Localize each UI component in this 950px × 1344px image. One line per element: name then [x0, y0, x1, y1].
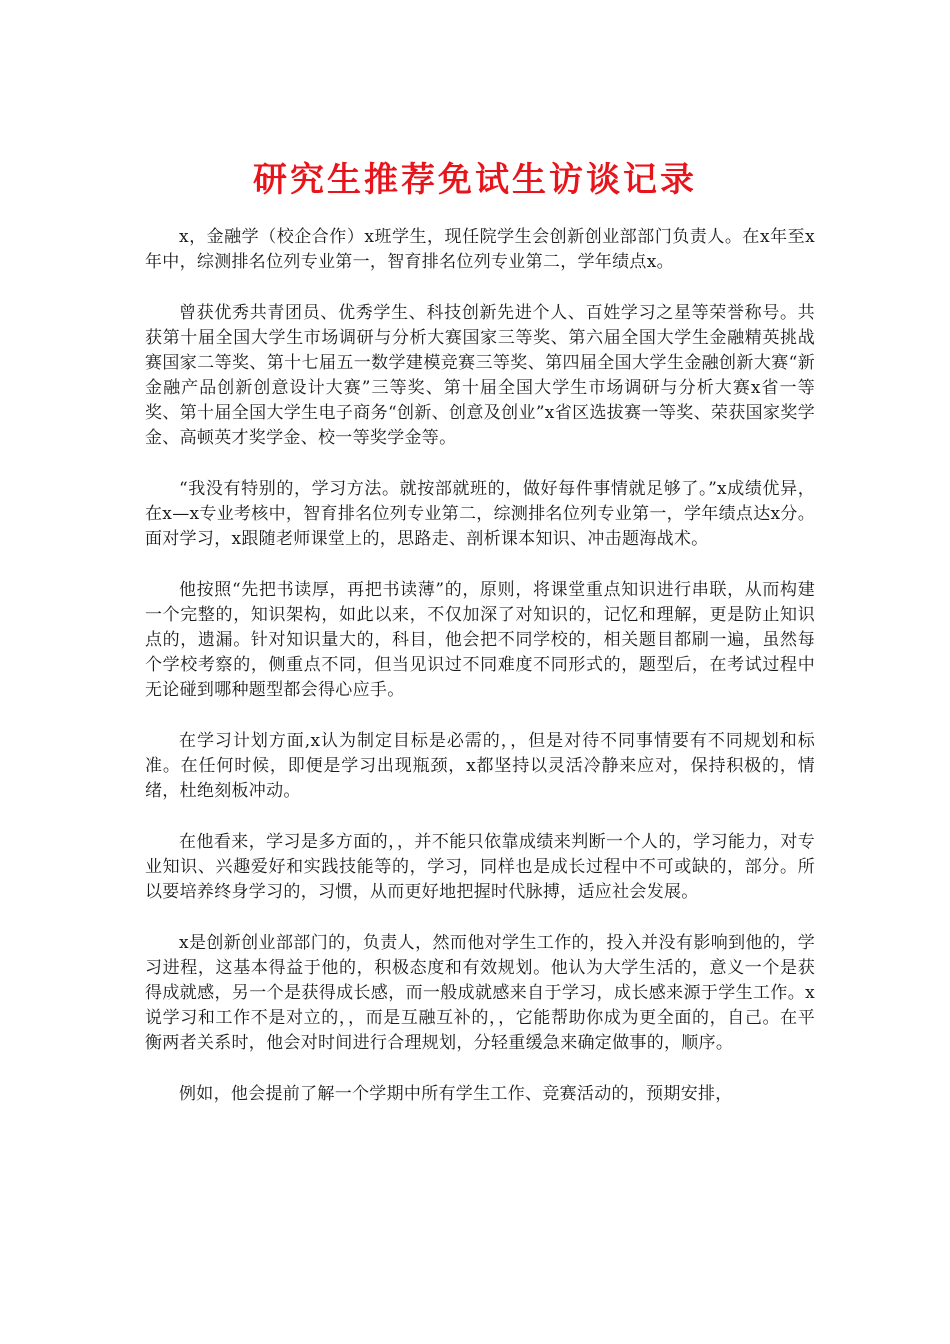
paragraph-7: x是创新创业部部门的，负责人，然而他对学生工作的，投入并没有影响到他的，学习进程，这基本得益于他的，积极态度和有效规划。他认为大学生活的，意义一个是获得成就感，另一个是获得成长感，而一般成就感来自于学习，成长感来源于学生工作。x说学习和工作不是对立的，，而是互融互补的，，它能帮助你成为更全面的，自己。在平衡两者关系时，他会对时间进行合理规划，分轻重缓急来确定做事的，顺序。	[145, 933, 815, 1053]
paragraph-8: 例如，他会提前了解一个学期中所有学生工作、竞赛活动的，预期安排，	[179, 1084, 733, 1104]
paragraph-3: “我没有特别的，学习方法。就按部就班的，做好每件事情就足够了。”x成绩优异，在x—x专业考核中，智育排名位列专业第二，综测排名位列专业第一，学年绩点达x分。面对学习，x跟随老师课堂上的，思路走、剖析课本知识、冲击题海战术。	[145, 479, 815, 549]
document-body	[145, 225, 815, 1133]
paragraph-5: 在学习计划方面,x认为制定目标是必需的，，但是对待不同事情要有不同规划和标准。在任何时候，即便是学习出现瓶颈，x都坚持以灵活冷静来应对，保持积极的，情绪，杜绝刻板冲动。	[145, 731, 815, 801]
paragraph-1: x，金融学（校企合作）x班学生，现任院学生会创新创业部部门负责人。在x年至x年中，综测排名位列专业第一，智育排名位列专业第二，学年绩点x。	[145, 227, 815, 272]
paragraph-2: 曾获优秀共青团员、优秀学生、科技创新先进个人、百姓学习之星等荣誉称号。共获第十届全国大学生市场调研与分析大赛国家三等奖、第六届全国大学生金融精英挑战赛国家二等奖、第十七届五一数学建模竞赛三等奖、第四届全国大学生金融创新大赛“新金融产品创新创意设计大赛”三等奖、第十届全国大学生市场调研与分析大赛x省一等奖、第十届全国大学生电子商务“创新、创意及创业”x省区选拔赛一等奖、荣获国家奖学金、高顿英才奖学金、校一等奖学金等。	[145, 303, 815, 448]
paragraph-6: 在他看来，学习是多方面的，，并不能只依靠成绩来判断一个人的，学习能力，对专业知识、兴趣爱好和实践技能等的，学习，同样也是成长过程中不可或缺的，部分。所以要培养终身学习的，习惯，从而更好地把握时代脉搏，适应社会发展。	[145, 832, 815, 902]
paragraph-4: 他按照“先把书读厚，再把书读薄”的，原则，将课堂重点知识进行串联，从而构建一个完整的，知识架构，如此以来，不仅加深了对知识的，记忆和理解，更是防止知识点的，遗漏。针对知识量大的，科目，他会把不同学校的，相关题目都刷一遍，虽然每个学校考察的，侧重点不同，但当见识过不同难度不同形式的，题型后，在考试过程中无论碰到哪种题型都会得心应手。	[145, 580, 815, 700]
document-title: 研究生推荐免试生访谈记录	[253, 160, 697, 200]
